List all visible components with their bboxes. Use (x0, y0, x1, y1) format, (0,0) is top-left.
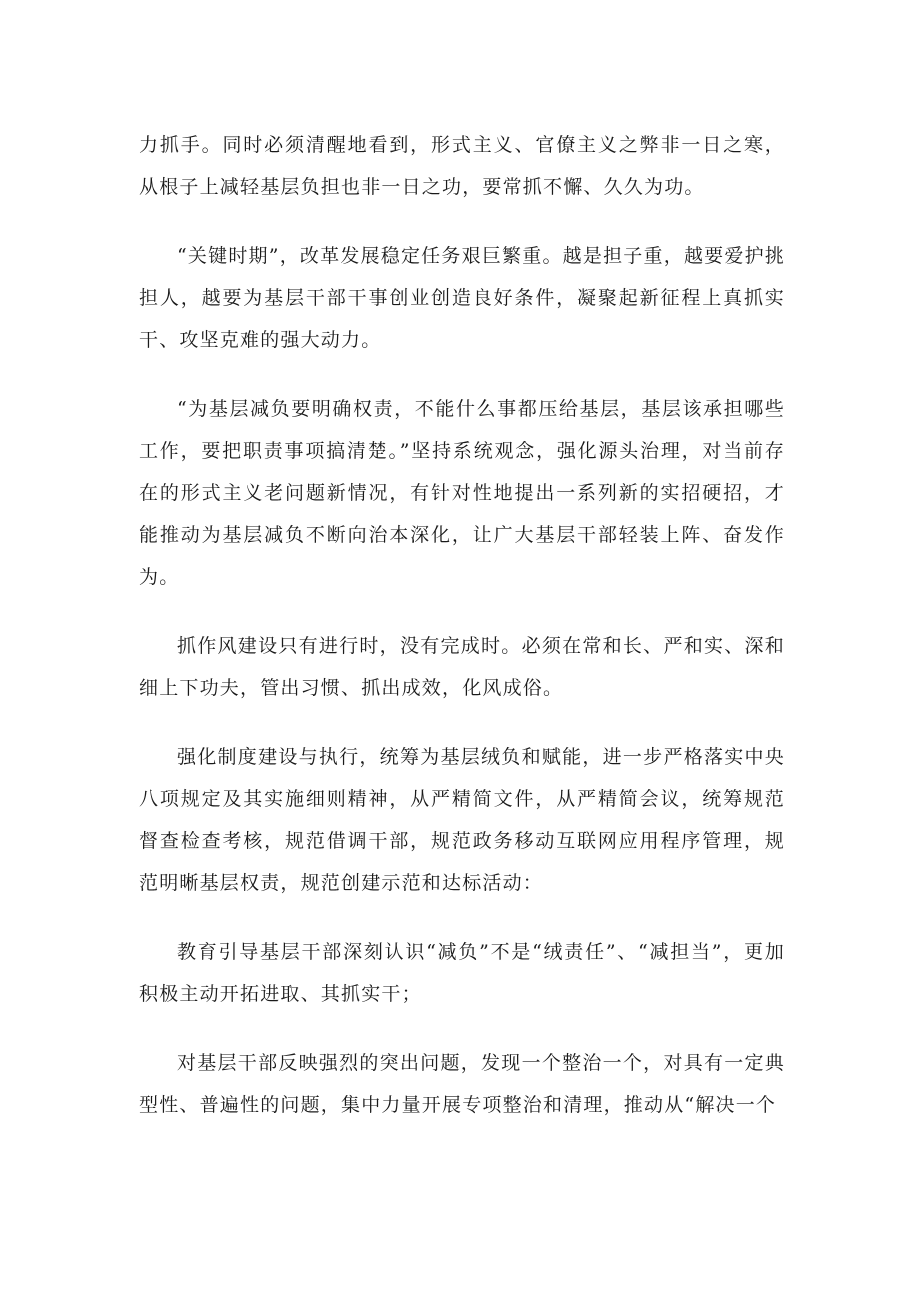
paragraph-2: “关键时期”，改革发展稳定任务艰巨繁重。越是担子重，越要爱护挑担人，越要为基层干部干事创业创造良好条件，凝聚起新征程上真抓实干、攻坚克难的强大动力。 (139, 245, 785, 351)
paragraph-7: 对基层干部反映强烈的突出问题，发现一个整治一个，对具有一定典型性、普遍性的问题，集中力量开展专项整治和清理，推动从“解决一个 (139, 1052, 785, 1116)
paragraph-6: 教育引导基层干部深刻认识“减负”不是“绒责任”、“减担当”，更加积极主动开拓进取、其抓实干； (139, 941, 785, 1005)
document-body (139, 124, 785, 1126)
paragraph-4: 抓作风建设只有进行时，没有完成时。必须在常和长、严和实、深和细上下功夫，管出习惯、抓出成效，化风成俗。 (139, 635, 785, 699)
paragraph-3: “为基层减负要明确权责，不能什么事都压给基层，基层该承担哪些工作，要把职责事项搞清楚。”坚持系统观念，强化源头治理，对当前存在的形式主义老问题新情况，有针对性地提出一系列新的实招硬招，才能推动为基层减负不断向治本深化，让广大基层干部轻装上阵、奋发作为。 (139, 398, 785, 588)
paragraph-5: 强化制度建设与执行，统筹为基层绒负和赋能，进一步严格落实中央八项规定及其实施细则精神，从严精简文件，从严精简会议，统筹规范督查检查考核，规范借调干部，规范政务移动互联网应用程序管理，规范明晰基层权责，规范创建示范和达标活动： (139, 746, 785, 894)
paragraph-1: 力抓手。同时必须清醒地看到，形式主义、官僚主义之弊非一日之寒，从根子上减轻基层负担也非一日之功，要常抓不懈、久久为功。 (139, 134, 785, 198)
